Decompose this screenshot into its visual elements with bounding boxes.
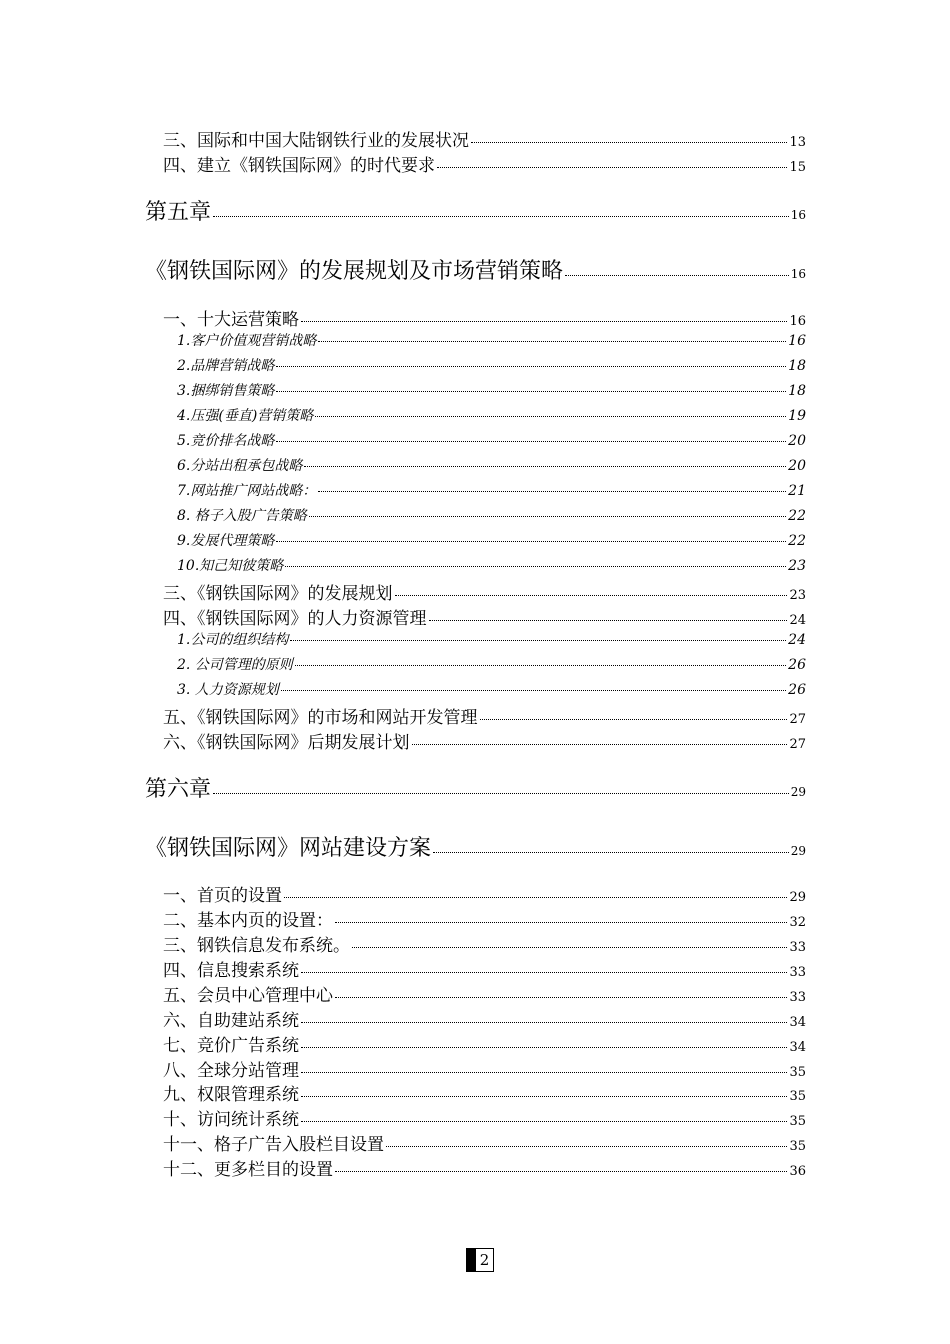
toc-entry-page: 29 xyxy=(790,844,806,858)
toc-chapter-heading[interactable] xyxy=(145,195,806,226)
toc-entry-title: 三、国际和中国大陆钢铁行业的发展状况 xyxy=(163,131,469,151)
toc-subentry[interactable] xyxy=(177,330,806,350)
toc-entry-title: 《钢铁国际网》网站建设方案 xyxy=(145,836,432,861)
toc-entry-page: 34 xyxy=(789,1040,806,1055)
toc-entry-title: 三、钢铁信息发布系统。 xyxy=(163,936,350,956)
toc-chapter-heading[interactable] xyxy=(145,772,806,803)
toc-entry-page: 27 xyxy=(789,712,806,727)
toc-entry[interactable] xyxy=(163,906,806,931)
page-number: 2 xyxy=(479,1251,490,1269)
toc-entry[interactable] xyxy=(163,1130,806,1155)
dot-leader xyxy=(301,1022,787,1023)
toc-entry-title: 五、会员中心管理中心 xyxy=(163,986,333,1006)
dot-leader xyxy=(433,852,789,853)
toc-entry[interactable] xyxy=(163,1031,806,1056)
toc-entry[interactable] xyxy=(163,931,806,956)
dot-leader xyxy=(284,897,787,898)
toc-entry-page: 33 xyxy=(789,990,806,1005)
dot-leader xyxy=(301,321,787,322)
toc-entry[interactable] xyxy=(163,1155,806,1180)
toc-entry-title: 四、建立《钢铁国际网》的时代要求 xyxy=(163,156,435,176)
toc-entry-title: 十一、格子广告入股栏目设置 xyxy=(163,1135,384,1155)
dot-leader xyxy=(335,1171,787,1172)
dot-leader xyxy=(276,391,786,392)
dot-leader xyxy=(276,541,786,542)
dot-leader xyxy=(213,216,789,217)
toc-entry-page: 15 xyxy=(789,160,806,175)
dot-leader xyxy=(395,595,788,596)
toc-entry-page: 23 xyxy=(789,588,806,603)
dot-leader xyxy=(276,366,786,367)
toc-subentry[interactable] xyxy=(177,405,806,425)
toc-entry-title: 十二、更多栏目的设置 xyxy=(163,1160,333,1180)
dot-leader xyxy=(304,466,786,467)
toc-entry-title: 3. 人力资源规划 xyxy=(177,682,279,698)
dot-leader xyxy=(285,566,786,567)
toc-chapter-title[interactable] xyxy=(145,254,806,285)
toc-entry-title: 8. 格子入股广告策略 xyxy=(177,508,307,524)
toc-entry-title: 五、《钢铁国际网》的市场和网站开发管理 xyxy=(163,708,478,728)
toc-entry-page: 36 xyxy=(789,1164,806,1179)
toc-entry-page: 29 xyxy=(789,890,806,905)
dot-leader xyxy=(295,665,786,666)
toc-entry-page: 35 xyxy=(789,1065,806,1080)
toc-entry[interactable] xyxy=(163,981,806,1006)
toc-entry-page: 18 xyxy=(788,383,806,399)
toc-entry-title: 八、全球分站管理 xyxy=(163,1061,299,1081)
toc-subentry[interactable] xyxy=(177,555,806,575)
dot-leader xyxy=(386,1146,787,1147)
toc-entry[interactable] xyxy=(163,126,806,151)
toc-entry-title: 《钢铁国际网》的发展规划及市场营销策略 xyxy=(145,259,564,284)
toc-entry-page: 35 xyxy=(789,1089,806,1104)
toc-entry-page: 34 xyxy=(789,1015,806,1030)
toc-entry-title: 四、信息搜索系统 xyxy=(163,961,299,981)
toc-chapter-title[interactable] xyxy=(145,831,806,862)
page-number-marker xyxy=(467,1249,476,1271)
dot-leader xyxy=(412,744,788,745)
dot-leader xyxy=(437,167,787,168)
dot-leader xyxy=(281,690,786,691)
toc-entry-title: 3.捆绑销售策略 xyxy=(177,383,275,399)
toc-entry-title: 第五章 xyxy=(145,200,212,225)
page-number-box xyxy=(466,1248,494,1272)
toc-entry-title: 9.发展代理策略 xyxy=(177,533,275,549)
dot-leader xyxy=(429,620,788,621)
toc-entry-title: 七、竞价广告系统 xyxy=(163,1036,299,1056)
dot-leader xyxy=(301,1121,787,1122)
toc-entry-page: 16 xyxy=(790,208,806,222)
toc-entry-title: 7.网站推广网站战略： xyxy=(177,483,317,499)
toc-entry-page: 29 xyxy=(790,785,806,799)
toc-entry-page: 24 xyxy=(788,632,806,648)
toc-entry-title: 1.客户价值观营销战略 xyxy=(177,333,317,349)
dot-leader xyxy=(335,997,787,998)
dot-leader xyxy=(290,640,786,641)
toc-entry-title: 二、基本内页的设置： xyxy=(163,911,333,931)
toc-entry-title: 6.分站出租承包战略 xyxy=(177,458,303,474)
dot-leader xyxy=(309,516,786,517)
toc-subentry[interactable] xyxy=(177,480,806,500)
toc-entry-page: 19 xyxy=(788,408,806,424)
toc-entry-page: 16 xyxy=(790,267,806,281)
toc-entry[interactable] xyxy=(163,1056,806,1081)
toc-entry-title: 四、《钢铁国际网》的人力资源管理 xyxy=(163,609,427,629)
toc-entry-title: 5.竞价排名战略 xyxy=(177,433,275,449)
dot-leader xyxy=(276,441,786,442)
dot-leader xyxy=(352,947,787,948)
toc-entry-title: 1.公司的组织结构 xyxy=(177,632,289,648)
toc-entry-page: 18 xyxy=(788,358,806,374)
dot-leader xyxy=(318,491,786,492)
toc-entry-title: 2. 公司管理的原则 xyxy=(177,657,293,673)
toc-entry[interactable] xyxy=(163,881,806,906)
dot-leader xyxy=(315,416,786,417)
toc-entry[interactable] xyxy=(163,579,806,604)
toc-entry-page: 26 xyxy=(788,657,806,673)
toc-entry-title: 一、十大运营策略 xyxy=(163,310,299,330)
toc-entry[interactable] xyxy=(163,1006,806,1031)
toc-entry-page: 20 xyxy=(788,433,806,449)
toc-subentry[interactable] xyxy=(177,530,806,550)
toc-entry-page: 32 xyxy=(789,915,806,930)
dot-leader xyxy=(301,972,787,973)
dot-leader xyxy=(301,1047,787,1048)
toc-subentry[interactable] xyxy=(177,380,806,400)
toc-subentry[interactable] xyxy=(177,430,806,450)
toc-entry-page: 16 xyxy=(788,333,806,349)
toc-entry-title: 六、自助建站系统 xyxy=(163,1011,299,1031)
toc-entry[interactable] xyxy=(163,151,806,176)
toc-entry[interactable] xyxy=(163,956,806,981)
toc-entry-page: 13 xyxy=(789,135,806,150)
toc-entry-title: 4.压强(垂直)营销策略 xyxy=(177,408,314,424)
toc-entry-page: 22 xyxy=(788,533,806,549)
toc-entry-page: 33 xyxy=(789,965,806,980)
dot-leader xyxy=(301,1072,787,1073)
toc-entry-page: 35 xyxy=(789,1114,806,1129)
dot-leader xyxy=(471,142,787,143)
toc-entry-title: 10.知己知彼策略 xyxy=(177,558,284,574)
toc-subentry[interactable] xyxy=(177,629,806,649)
toc-entry-page: 35 xyxy=(789,1139,806,1154)
dot-leader xyxy=(335,922,787,923)
toc-entry-page: 24 xyxy=(789,613,806,628)
dot-leader xyxy=(565,275,789,276)
toc-entry-page: 21 xyxy=(788,483,806,499)
toc-subentry[interactable] xyxy=(177,505,806,525)
toc-entry[interactable] xyxy=(163,604,806,629)
toc-entry[interactable] xyxy=(163,1080,806,1105)
toc-entry-page: 27 xyxy=(789,737,806,752)
dot-leader xyxy=(480,719,788,720)
toc-entry-page: 26 xyxy=(788,682,806,698)
dot-leader xyxy=(301,1096,787,1097)
toc-entry-title: 第六章 xyxy=(145,777,212,802)
toc-subentry[interactable] xyxy=(177,355,806,375)
toc-subentry[interactable] xyxy=(177,679,806,699)
toc-subentry[interactable] xyxy=(177,455,806,475)
toc-entry-title: 三、《钢铁国际网》的发展规划 xyxy=(163,584,393,604)
toc-entry-title: 六、《钢铁国际网》后期发展计划 xyxy=(163,733,410,753)
toc-entry-page: 16 xyxy=(789,314,806,329)
toc-entry-title: 九、权限管理系统 xyxy=(163,1085,299,1105)
toc-subentry[interactable] xyxy=(177,654,806,674)
toc-entry-title: 一、首页的设置 xyxy=(163,886,282,906)
toc-entry[interactable] xyxy=(163,703,806,728)
toc-entry-title: 2.品牌营销战略 xyxy=(177,358,275,374)
toc-entry-page: 33 xyxy=(789,940,806,955)
toc-entry-title: 十、访问统计系统 xyxy=(163,1110,299,1130)
toc-entry[interactable] xyxy=(163,1105,806,1130)
dot-leader xyxy=(318,341,786,342)
toc-entry-page: 20 xyxy=(788,458,806,474)
toc-entry[interactable] xyxy=(163,305,806,330)
dot-leader xyxy=(213,793,789,794)
toc-entry-page: 22 xyxy=(788,508,806,524)
toc-entry-page: 23 xyxy=(788,558,806,574)
toc-entry[interactable] xyxy=(163,728,806,753)
